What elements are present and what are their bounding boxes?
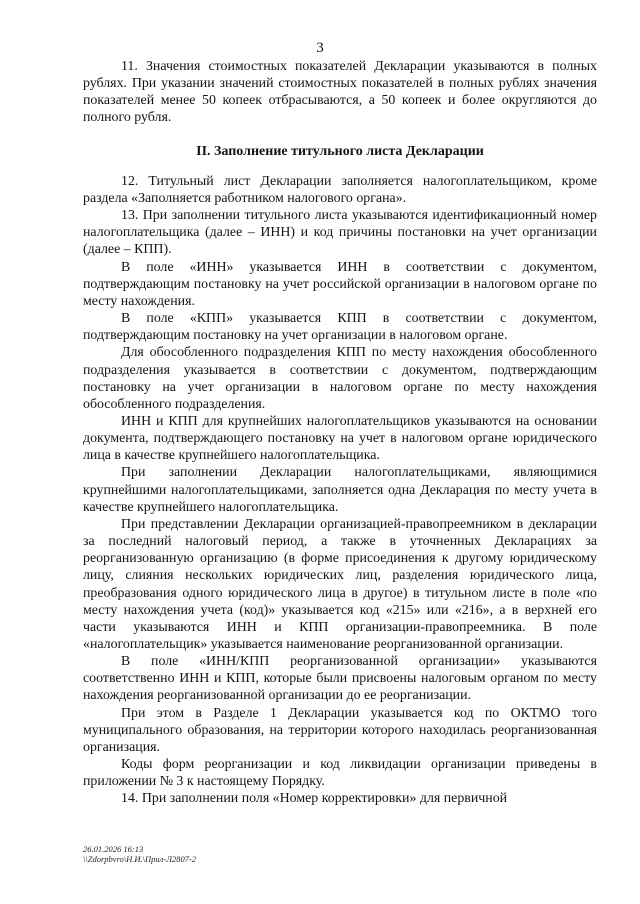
document-body xyxy=(83,58,597,808)
paragraph-kpp-field: В поле «КПП» указывается КПП в соответствии с документом, подтверждающим постановку на учет организации в налоговом органе. xyxy=(83,311,597,344)
paragraph-successor-organization: При представлении Декларации организацией-правопреемником в декларации за последний налоговый период, а также в уточненных Декларациях за реорганизованную организацию (в форме присоединения к другому юридическому лицу, слияния нескольких юридических лиц, разделения юридического лица, преобразования одного юридического лица в другое) в титульном листе в поле «по месту нахождения учета (код)» указывается код «215» или «216», а в верхней его части указываются ИНН и КПП организации-правопреемника. В поле «налогоплательщик» указывается наименование реорганизованной организации. xyxy=(83,516,597,652)
paragraph-14: 14. При заполнении поля «Номер корректировки» для первичной xyxy=(121,791,508,807)
page-footer xyxy=(83,844,196,864)
footer-date: 26.01.2026 16:13 xyxy=(83,844,144,854)
paragraph-largest-taxpayers-declaration: При заполнении Декларации налогоплательщиками, являющимися крупнейшими налогоплательщиками, заполняется одна Декларация по месту учета в качестве крупнейшего налогоплательщика. xyxy=(83,465,597,515)
footer-document-reference: \\Zdorpbvro\Н.И.\Прил-Л2807-2 xyxy=(83,854,197,864)
paragraph-oktmo: При этом в Разделе 1 Декларации указывается код по ОКТМО того муниципального образования, на территории которого находилась реорганизованная организация. xyxy=(83,705,597,755)
paragraph-12: 12. Титульный лист Декларации заполняется налогоплательщиком, кроме раздела «Заполняется работником налогового органа». xyxy=(83,173,597,206)
paragraph-largest-taxpayers: ИНН и КПП для крупнейших налогоплательщиков указываются на основании документа, подтверждающего постановку на учет в налоговом органе юридического лица в качестве крупнейшего налогоплательщика. xyxy=(83,413,597,464)
paragraph-13: 13. При заполнении титульного листа указываются идентификационный номер налогоплательщика (далее – ИНН) и код причины постановки на учет организации (далее – КПП). xyxy=(83,208,597,258)
paragraph-11: 11. Значения стоимостных показателей Декларации указываются в полных рублях. При указании значений стоимостных показателей в полных рублях значения показателей менее 50 копеек отбрасываются, а 50 копеек и более округляются до полного рубля. xyxy=(83,59,597,126)
paragraph-reorganization-codes: Коды форм реорганизации и код ликвидации организации приведены в приложении № 3 к настоящему Порядку. xyxy=(83,757,597,790)
paragraph-inn-field: В поле «ИНН» указывается ИНН в соответствии с документом, подтверждающим постановку на учет российской организации в налоговом органе по месту нахождения. xyxy=(83,259,597,309)
page-number: 3 xyxy=(316,40,324,56)
paragraph-reorganized-inn-kpp: В поле «ИНН/КПП реорганизованной организации» указываются соответственно ИНН и КПП, которые были присвоены налоговым органом по месту нахождения реорганизованной организации до ее реорганизации. xyxy=(83,654,597,704)
section-heading: II. Заполнение титульного листа Декларации xyxy=(196,143,484,159)
paragraph-subdivision: Для обособленного подразделения КПП по месту нахождения обособленного подразделения указывается в соответствии с документом, подтверждающим постановку на учет организации в налоговом органе по месту нахождения обособленного подразделения. xyxy=(83,345,597,412)
